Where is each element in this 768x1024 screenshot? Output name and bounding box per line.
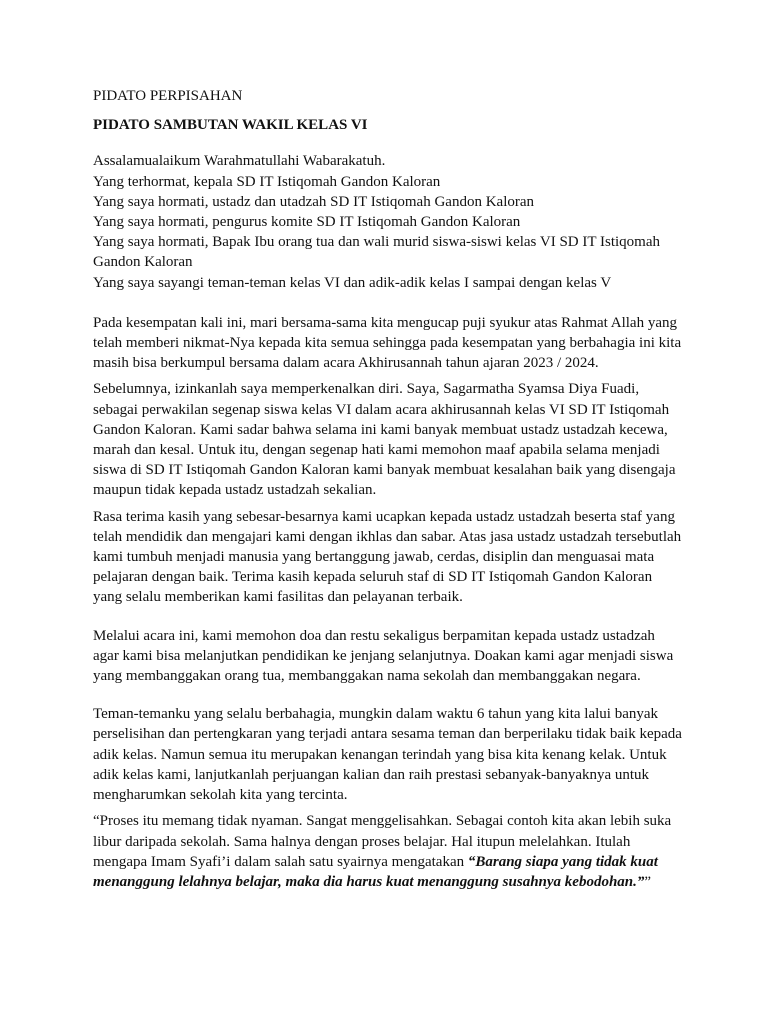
document-title: PIDATO PERPISAHAN xyxy=(93,88,243,104)
paragraph-friends: Teman-temanku yang selalu berbahagia, mungkin dalam waktu 6 tahun yang kita lalui banyak perselisihan dan pertengkaran yang terjadi antara sesama teman dan berperilaku tidak baik kepada adik kelas. Namun semua itu merupakan kenangan terindah yang bisa kita kenang kelak. Untuk adik kelas kami, lanjutkanlah perjuangan kalian dan raih prestasi sebanyak-banyaknya untuk mengharumkan sekolah kita yang tercinta. xyxy=(93,706,682,804)
document-subtitle: PIDATO SAMBUTAN WAKIL KELAS VI xyxy=(93,117,368,134)
paragraph-opening: Pada kesempatan kali ini, mari bersama-sama kita mengucap puji syukur atas Rahmat Allah yang telah memberi nikmat-Nya kepada kita semua sehingga pada kesempatan yang berbahagia ini kita masih bisa berkumpul bersama dalam acara Akhirusannah tahun ajaran 2023 / 2024. xyxy=(93,314,682,372)
paragraph-farewell: Melalui acara ini, kami memohon doa dan restu sekaligus berpamitan kepada ustadz ustadzah agar kami bisa melanjutkan pendidikan ke jenjang selanjutnya. Doakan kami agar menjadi siswa yang membanggakan orang tua, membanggakan nama sekolah dan membanggakan negara. xyxy=(93,627,674,685)
closing-text: “Proses itu memang tidak nyaman. Sangat menggelisahkan. Sebagai contoh kita akan lebih suka libur daripada sekolah. Sama halnya dengan proses belajar. Hal itupun melelahkan. Itulah mengapa Imam Syafi’i dalam salah satu syairnya mengatakan xyxy=(93,813,672,870)
greeting-line: Yang saya sayangi teman-teman kelas VI dan adik-adik kelas I sampai dengan kelas V xyxy=(93,274,612,291)
closing-mark: ” xyxy=(644,873,652,890)
greeting-line: Yang terhormat, kepala SD IT Istiqomah Gandon Kaloran xyxy=(93,173,441,190)
paragraph-closing-quote xyxy=(93,811,683,892)
imam-syafii-quote: “Barang siapa yang tidak kuat menanggung lelahnya belajar, maka dia harus kuat menanggung susahnya kebodohan.” xyxy=(93,853,658,890)
paragraph-gratitude: Rasa terima kasih yang sebesar-besarnya kami ucapkan kepada ustadz ustadzah beserta staf yang telah mendidik dan mengajari kami dengan ikhlas dan sabar. Atas jasa ustadz ustadzah tersebutlah kami tumbuh menjadi manusia yang bertanggung jawab, cerdas, disiplin dan menguasai mata pelajaran dengan baik. Terima kasih kepada seluruh staf di SD IT Istiqomah Gandon Kaloran yang selalu memberikan kami fasilitas dan pelayanan terbaik. xyxy=(93,508,682,606)
greeting-line: Assalamualaikum Warahmatullahi Wabarakatuh. xyxy=(93,153,386,170)
greeting-line: Yang saya hormati, ustadz dan utadzah SD IT Istiqomah Gandon Kaloran xyxy=(93,193,535,210)
document-body xyxy=(93,86,683,892)
greeting-line: Yang saya hormati, pengurus komite SD IT Istiqomah Gandon Kaloran xyxy=(93,214,521,231)
paragraph-introduction: Sebelumnya, izinkanlah saya memperkenalkan diri. Saya, Sagarmatha Syamsa Diya Fuadi, sebagai perwakilan segenap siswa kelas VI dalam acara akhirusannah kelas VI SD IT Istiqomah Gandon Kaloran. Kami sadar bahwa selama ini kami banyak membuat ustadz ustadzah kecewa, marah dan kesal. Untuk itu, dengan segenap hati kami memohon maaf apabila selama menjadi siswa di SD IT Istiqomah Gandon Kaloran kami banyak membuat kesalahan baik yang disengaja maupun tidak kepada ustadz ustadzah sekalian. xyxy=(93,381,676,499)
greetings-block xyxy=(93,151,683,292)
greeting-line: Yang saya hormati, Bapak Ibu orang tua dan wali murid siswa-siswi kelas VI SD IT Istiqomah Gandon Kaloran xyxy=(93,234,661,271)
